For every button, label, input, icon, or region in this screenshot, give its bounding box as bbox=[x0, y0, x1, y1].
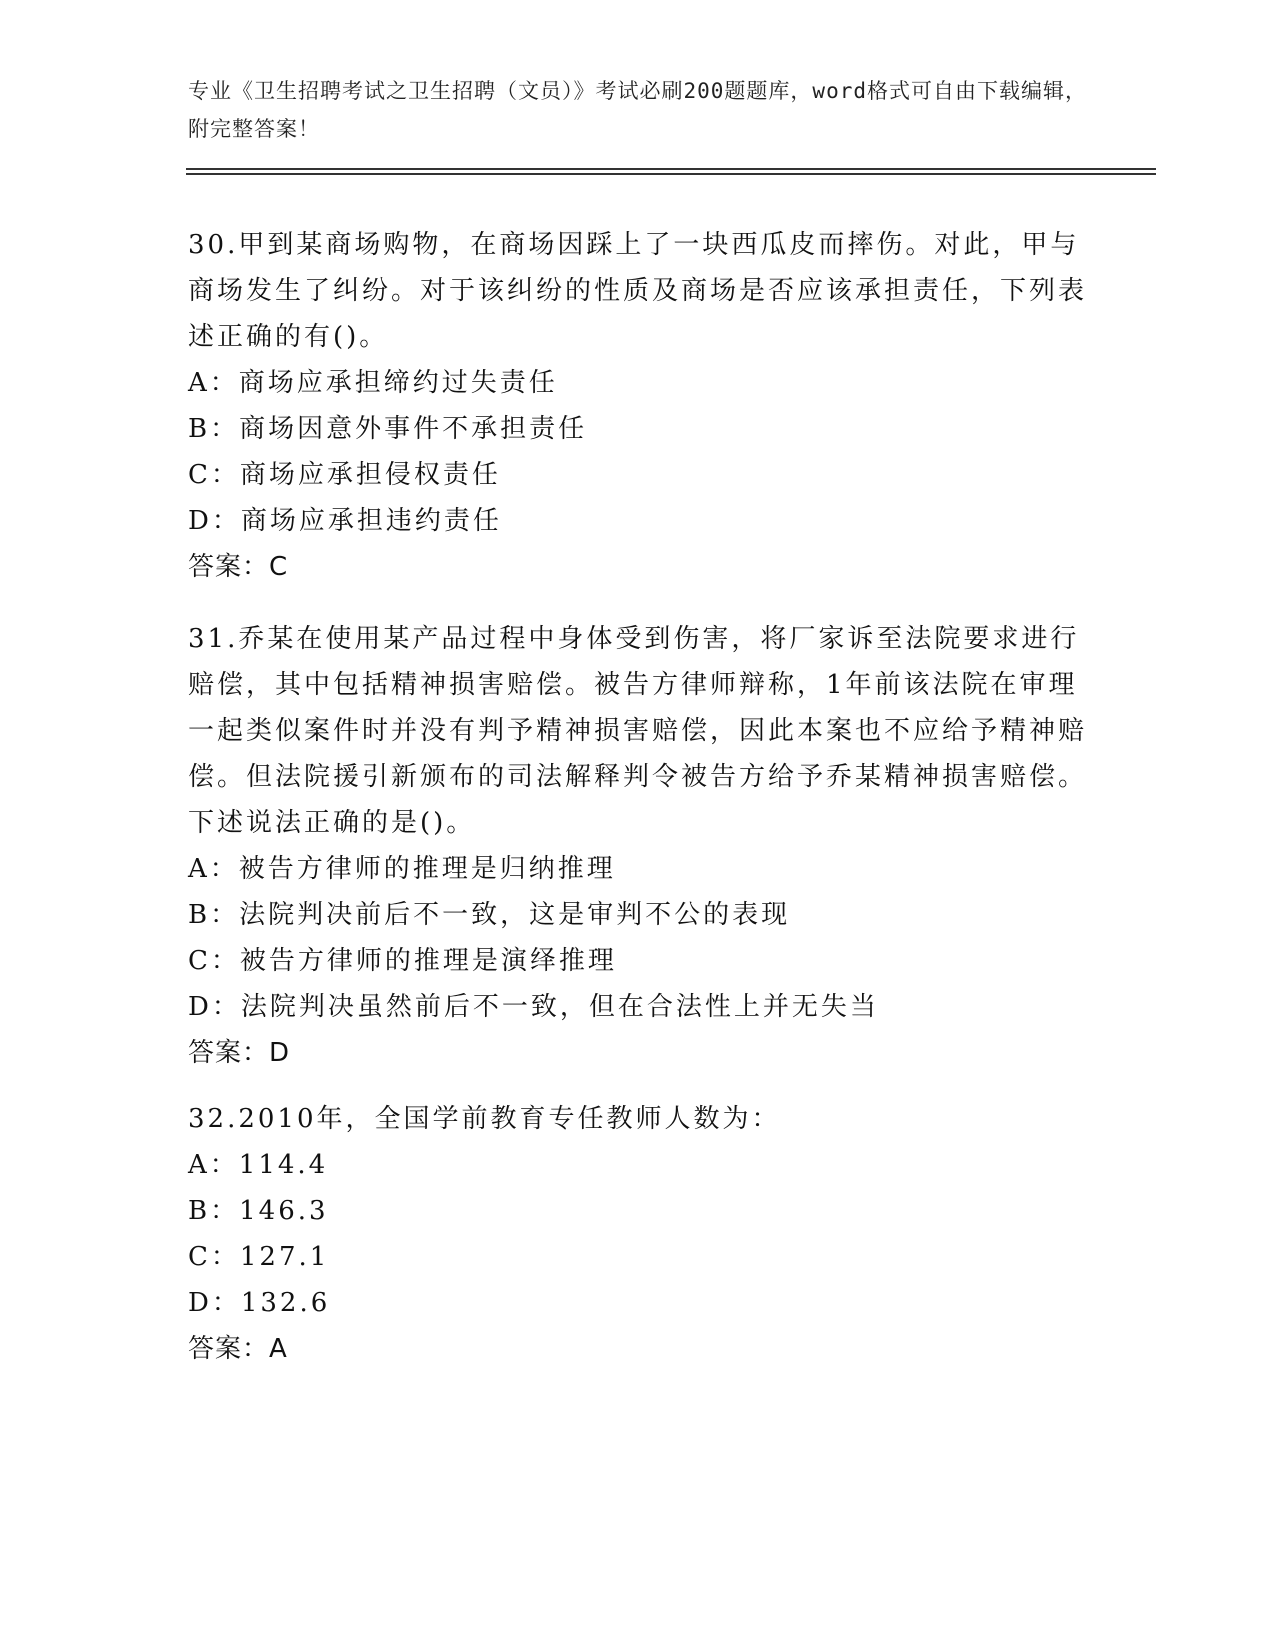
question-32 bbox=[188, 1096, 1088, 1372]
option-a: A：商场应承担缔约过失责任 bbox=[188, 368, 558, 398]
answer-label: 答案：D bbox=[188, 1038, 291, 1068]
question-stem: 30.甲到某商场购物，在商场因踩上了一块西瓜皮而摔伤。对此，甲与商场发生了纠纷。对于该纠纷的性质及商场是否应该承担责任，下列表述正确的有()。 bbox=[188, 230, 1088, 352]
question-31 bbox=[188, 616, 1088, 1076]
option-c: C：127.1 bbox=[188, 1242, 330, 1272]
option-a: A：被告方律师的推理是归纳推理 bbox=[188, 854, 616, 884]
option-d: D：法院判决虽然前后不一致，但在合法性上并无失当 bbox=[188, 992, 879, 1022]
option-a: A：114.4 bbox=[188, 1150, 329, 1180]
option-b: B：法院判决前后不一致，这是审判不公的表现 bbox=[188, 900, 791, 930]
header-divider-top bbox=[186, 168, 1156, 170]
option-b: B：商场因意外事件不承担责任 bbox=[188, 414, 588, 444]
option-c: C：商场应承担侵权责任 bbox=[188, 460, 501, 490]
option-d: D：商场应承担违约责任 bbox=[188, 506, 502, 536]
question-stem: 32.2010年，全国学前教育专任教师人数为： bbox=[188, 1104, 781, 1134]
option-c: C：被告方律师的推理是演绎推理 bbox=[188, 946, 617, 976]
option-b: B：146.3 bbox=[188, 1196, 329, 1226]
question-30 bbox=[188, 222, 1088, 590]
answer-label: 答案：C bbox=[188, 552, 289, 582]
document-header: 专业《卫生招聘考试之卫生招聘（文员）》考试必刷200题题库，word格式可自由下载编辑，附完整答案！ bbox=[188, 79, 1087, 141]
answer-label: 答案：A bbox=[188, 1334, 288, 1364]
option-d: D：132.6 bbox=[188, 1288, 331, 1318]
header-divider-bottom bbox=[186, 173, 1156, 175]
question-stem: 31.乔某在使用某产品过程中身体受到伤害，将厂家诉至法院要求进行赔偿，其中包括精神损害赔偿。被告方律师辩称，1年前该法院在审理一起类似案件时并没有判予精神损害赔偿，因此本案也不应给予精神赔偿。但法院援引新颁布的司法解释判令被告方给予乔某精神损害赔偿。下述说法正确的是()。 bbox=[188, 624, 1088, 838]
